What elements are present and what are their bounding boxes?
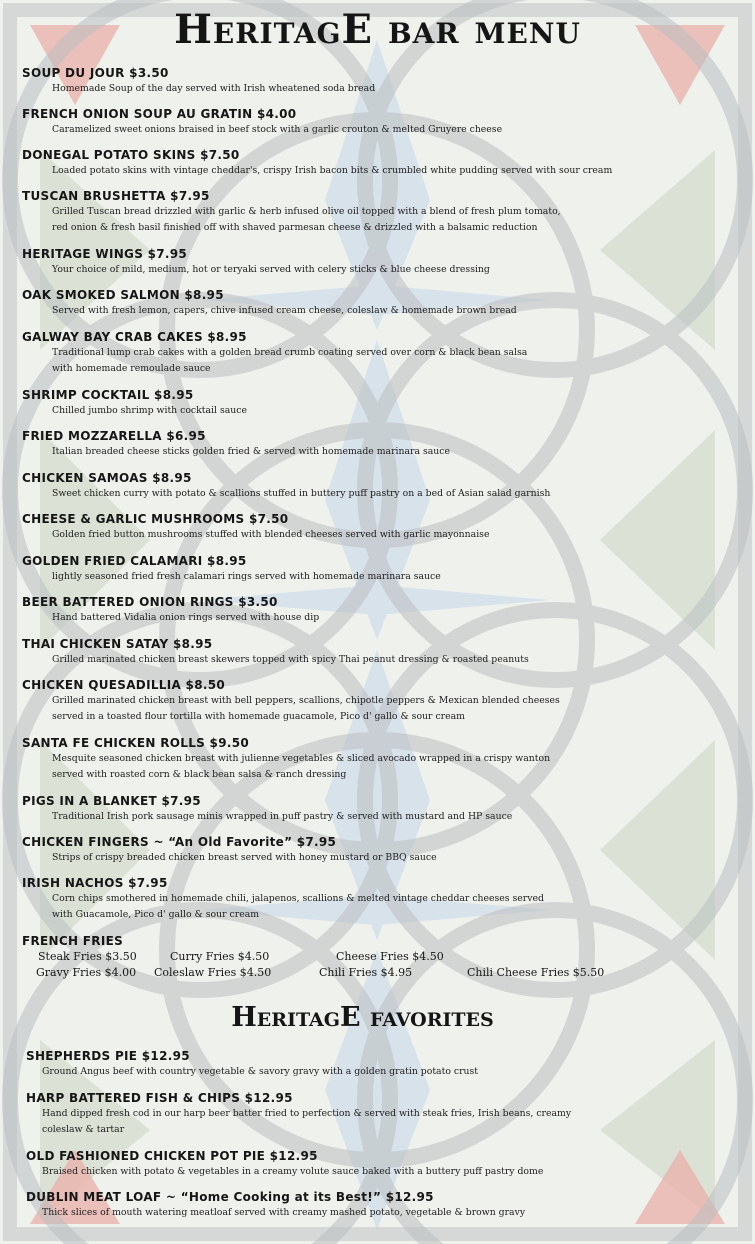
favorites-title: HeritagE favorites <box>231 1002 494 1033</box>
menu-item-description: coleslaw & tartar <box>42 1124 125 1135</box>
menu-item-description: Homemade Soup of the day served with Irish wheatened soda bread <box>52 83 376 94</box>
menu-item-description: lightly seasoned fried fresh calamari rings served with homemade marinara sauce <box>52 571 441 582</box>
menu-item-description: Hand dipped fresh cod in our harp beer batter fried to perfection & served with steak fries, Irish beans, creamy <box>42 1108 572 1119</box>
fries-option: Chili Fries $4.95 <box>319 966 413 979</box>
menu-item-name: GOLDEN FRIED CALAMARI $8.95 <box>22 554 247 568</box>
menu-item-name: FRENCH ONION SOUP AU GRATIN $4.00 <box>22 107 297 121</box>
french-fries-heading: FRENCH FRIES <box>22 934 124 948</box>
menu-item-description: Corn chips smothered in homemade chili, jalapenos, scallions & melted vintage cheddar cheeses served <box>52 893 544 904</box>
menu-item-name: THAI CHICKEN SATAY $8.95 <box>22 637 213 651</box>
menu-item-description: Grilled marinated chicken breast with bell peppers, scallions, chipotle peppers & Mexican blended cheeses <box>52 695 560 706</box>
menu-item-name: OAK SMOKED SALMON $8.95 <box>22 288 224 302</box>
menu-item-name: IRISH NACHOS $7.95 <box>22 876 168 890</box>
menu-item-name: CHICKEN FINGERS ~ “An Old Favorite” $7.95 <box>22 835 337 849</box>
menu-item-description: Traditional lump crab cakes with a golden bread crumb coating served over corn & black bean salsa <box>52 347 528 358</box>
menu-item-name: CHEESE & GARLIC MUSHROOMS $7.50 <box>22 512 289 526</box>
fries-option: Coleslaw Fries $4.50 <box>154 966 272 979</box>
menu-item-description: Italian breaded cheese sticks golden fried & served with homemade marinara sauce <box>52 446 450 457</box>
menu-item-description: Thick slices of mouth watering meatloaf served with creamy mashed potato, vegetable & brown gravy <box>42 1207 526 1218</box>
menu-item-name: FRIED MOZZARELLA $6.95 <box>22 429 206 443</box>
menu-item-name: HARP BATTERED FISH & CHIPS $12.95 <box>26 1091 293 1105</box>
menu-item-description: Traditional Irish pork sausage minis wrapped in puff pastry & served with mustard and HP sauce <box>52 811 513 822</box>
fries-option: Gravy Fries $4.00 <box>36 966 137 979</box>
menu-item-name: PIGS IN A BLANKET $7.95 <box>22 794 201 808</box>
menu-item-name: OLD FASHIONED CHICKEN POT PIE $12.95 <box>26 1149 318 1163</box>
menu-item-description: Strips of crispy breaded chicken breast served with honey mustard or BBQ sauce <box>52 852 437 863</box>
menu-item-description: with Guacamole, Pico d' gallo & sour cream <box>52 909 260 920</box>
menu-item-name: SOUP DU JOUR $3.50 <box>22 66 169 80</box>
menu-item-description: Hand battered Vidalia onion rings served with house dip <box>52 612 320 623</box>
menu-item-description: red onion & fresh basil finished off with shaved parmesan cheese & drizzled with a balsamic reduction <box>52 222 538 233</box>
menu-item-name: CHICKEN SAMOAS $8.95 <box>22 471 192 485</box>
menu-item-description: Your choice of mild, medium, hot or teryaki served with celery sticks & blue cheese dressing <box>52 264 490 275</box>
menu-title: HeritagE bar menu <box>174 6 581 53</box>
menu-item-description: Served with fresh lemon, capers, chive infused cream cheese, coleslaw & homemade brown bread <box>52 305 517 316</box>
menu-item-name: SHRIMP COCKTAIL $8.95 <box>22 388 194 402</box>
menu-item-description: with homemade remoulade sauce <box>52 363 211 374</box>
menu-item-description: served with roasted corn & black bean salsa & ranch dressing <box>52 769 347 780</box>
menu-item-name: DONEGAL POTATO SKINS $7.50 <box>22 148 240 162</box>
menu-item-name: CHICKEN QUESADILLIA $8.50 <box>22 678 226 692</box>
menu-item-name: BEER BATTERED ONION RINGS $3.50 <box>22 595 278 609</box>
menu-item-description: Caramelized sweet onions braised in beef stock with a garlic crouton & melted Gruyere cheese <box>52 124 503 135</box>
menu-item-description: Braised chicken with potato & vegetables in a creamy volute sauce baked with a buttery puff pastry dome <box>42 1166 544 1177</box>
fries-option: Chili Cheese Fries $5.50 <box>467 966 605 979</box>
menu-item-name: SANTA FE CHICKEN ROLLS $9.50 <box>22 736 250 750</box>
menu-item-description: Mesquite seasoned chicken breast with julienne vegetables & sliced avocado wrapped in a crispy wanton <box>52 753 551 764</box>
menu-item-name: SHEPHERDS PIE $12.95 <box>26 1049 190 1063</box>
menu-item-description: served in a toasted flour tortilla with homemade guacamole, Pico d' gallo & sour cream <box>52 711 465 722</box>
menu-item-description: Ground Angus beef with country vegetable & savory gravy with a golden gratin potato crust <box>42 1066 479 1077</box>
menu-item-description: Grilled Tuscan bread drizzled with garlic & herb infused olive oil topped with a blend of fresh plum tomato, <box>52 206 561 217</box>
menu-item-name: HERITAGE WINGS $7.95 <box>22 247 188 261</box>
menu-item-name: DUBLIN MEAT LOAF ~ “Home Cooking at its Best!” $12.95 <box>26 1190 434 1204</box>
menu-item-description: Sweet chicken curry with potato & scallions stuffed in buttery puff pastry on a bed of Asian salad garnish <box>52 488 551 499</box>
menu-item-description: Grilled marinated chicken breast skewers topped with spicy Thai peanut dressing & roasted peanuts <box>52 654 529 665</box>
fries-option: Steak Fries $3.50 <box>38 950 137 963</box>
menu-item-description: Loaded potato skins with vintage cheddar's, crispy Irish bacon bits & crumbled white pudding served with sour cream <box>52 165 613 176</box>
menu-item-description: Golden fried button mushrooms stuffed with blended cheeses served with garlic mayonnaise <box>52 529 490 540</box>
menu-item-name: TUSCAN BRUSHETTA $7.95 <box>22 189 210 203</box>
fries-option: Curry Fries $4.50 <box>170 950 270 963</box>
menu-item-name: GALWAY BAY CRAB CAKES $8.95 <box>22 330 247 344</box>
fries-option: Cheese Fries $4.50 <box>336 950 444 963</box>
menu-item-description: Chilled jumbo shrimp with cocktail sauce <box>52 405 247 416</box>
